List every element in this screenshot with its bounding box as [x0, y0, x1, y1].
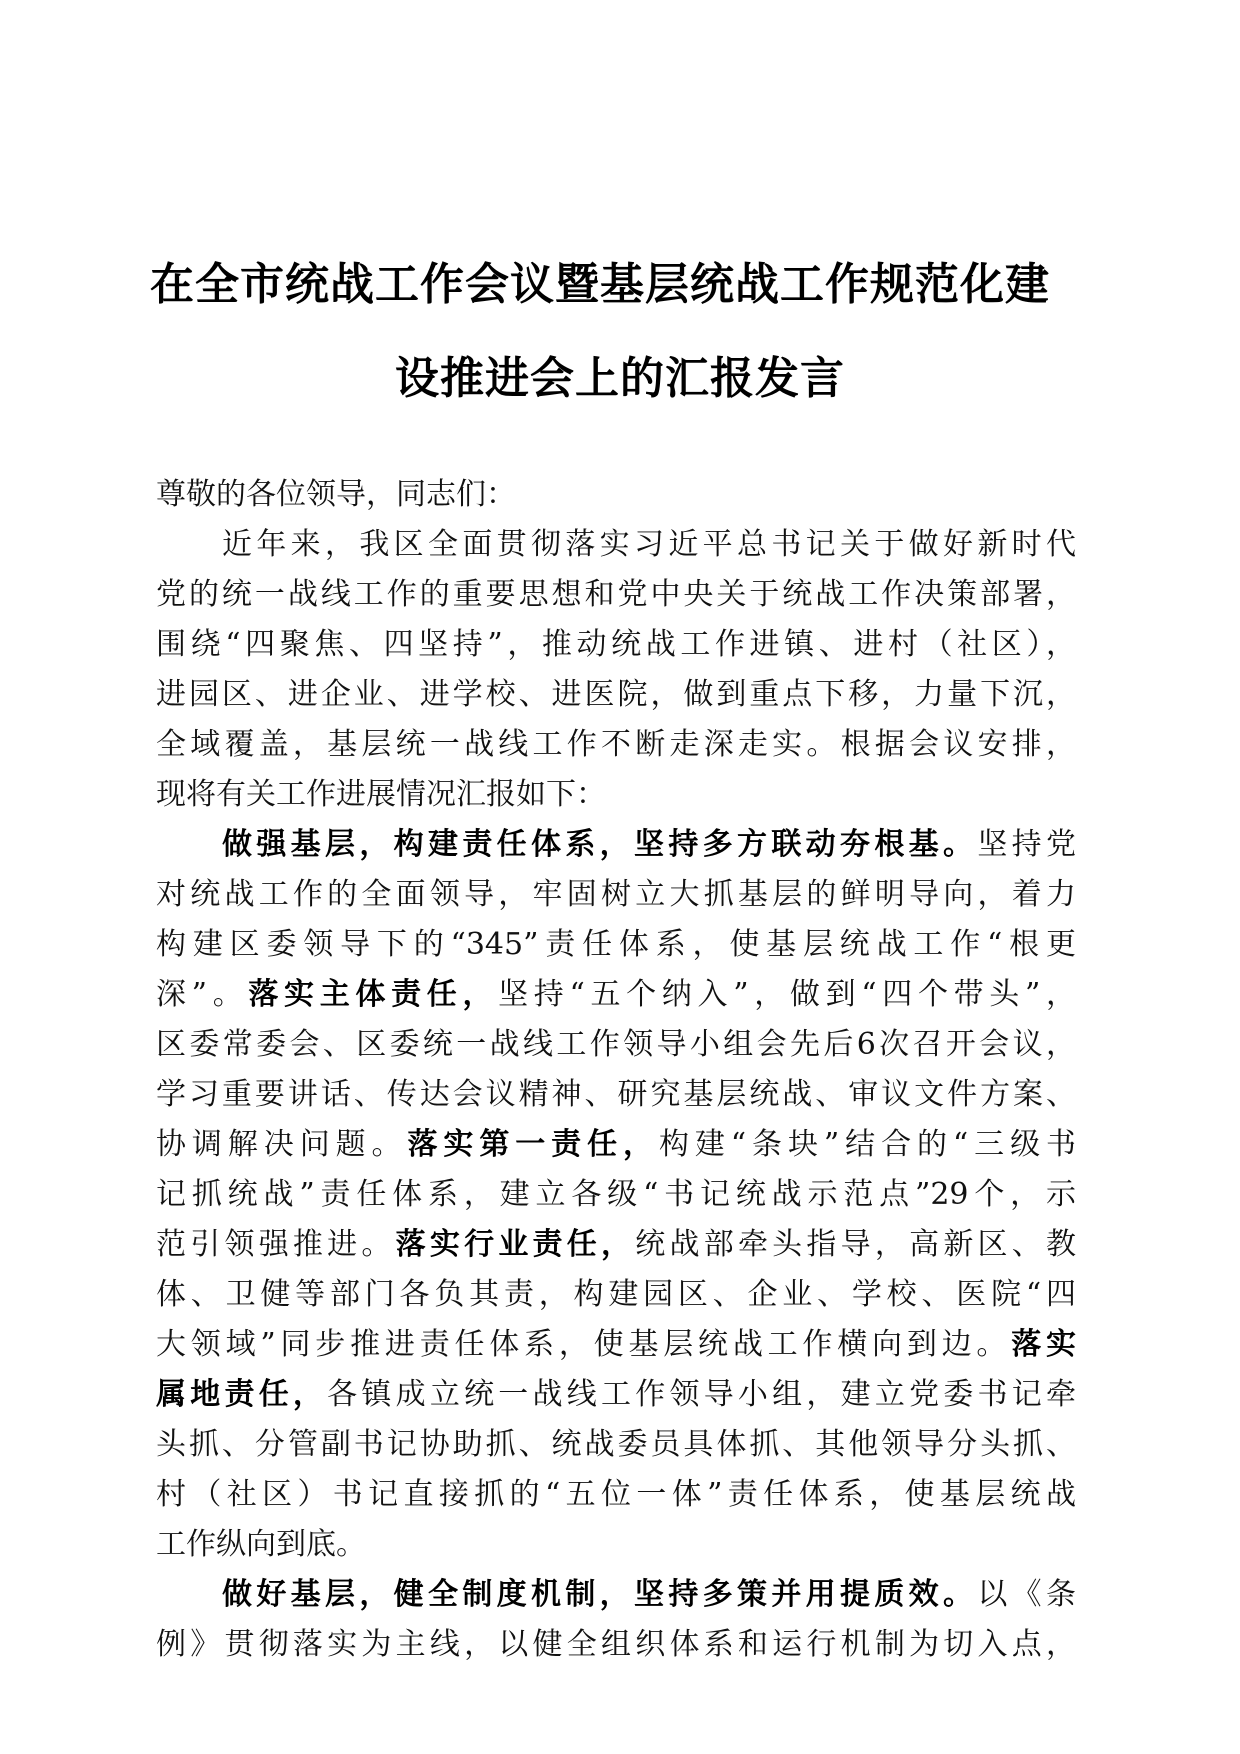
- title-line-2: 设推进会上的汇报发言: [395, 353, 845, 404]
- intro-line: 现将有关工作进展情况汇报如下：: [156, 777, 606, 812]
- section-1-line: [156, 820, 1076, 870]
- document-title: [150, 238, 1090, 426]
- section-1-text: 范引领强推进。: [156, 1227, 396, 1262]
- subheading-territorial-responsibility: 落实: [1011, 1327, 1076, 1362]
- section-1-text: 坚持党: [977, 827, 1077, 862]
- section-1-text: 协调解决问题。: [156, 1127, 408, 1162]
- section-2-heading: 做好基层，健全制度机制，坚持多策并用提质效。: [222, 1577, 978, 1612]
- section-2-text: 以《条: [977, 1577, 1077, 1612]
- section-1-text: 深”。: [156, 977, 249, 1012]
- section-1-line: [156, 1370, 1076, 1420]
- subheading-main-responsibility: 落实主体责任，: [248, 977, 499, 1012]
- section-2-line: [156, 1570, 1076, 1620]
- section-1-text: 构建“条块”结合的“三级书: [658, 1127, 1077, 1162]
- section-1-line: [156, 1120, 1076, 1170]
- section-1-text: 大领域”同步推进责任体系，使基层统战工作横向到边。: [156, 1327, 1012, 1362]
- section-1-line: 对统战工作的全面领导，牢固树立大抓基层的鲜明导向，着力: [156, 877, 1076, 912]
- section-1-text: 统战部牵头指导，高新区、教: [635, 1227, 1077, 1262]
- section-1-line: 头抓、分管副书记协助抓、统战委员具体抓、其他领导分头抓、: [156, 1427, 1076, 1462]
- intro-line: 全域覆盖，基层统一战线工作不断走深走实。根据会议安排，: [156, 727, 1076, 762]
- title-line-1: 在全市统战工作会议暨基层统战工作规范化建: [150, 259, 1050, 310]
- section-2-line: 例》贯彻落实为主线，以健全组织体系和运行机制为切入点，: [156, 1627, 1076, 1662]
- section-1-line: 体、卫健等部门各负其责，构建园区、企业、学校、医院“四: [156, 1277, 1076, 1312]
- intro-line: 近年来，我区全面贯彻落实习近平总书记关于做好新时代: [222, 527, 1076, 562]
- section-1-line: [156, 1220, 1076, 1270]
- section-1-heading: 做强基层，构建责任体系，坚持多方联动夯根基。: [222, 827, 978, 862]
- section-1-line: 学习重要讲话、传达会议精神、研究基层统战、审议文件方案、: [156, 1077, 1076, 1112]
- intro-line: 进园区、进企业、进学校、进医院，做到重点下移，力量下沉，: [156, 677, 1076, 712]
- subheading-territorial-responsibility: 属地责任，: [156, 1377, 328, 1412]
- salutation: 尊敬的各位领导，同志们：: [156, 477, 516, 512]
- intro-line: 围绕“四聚焦、四坚持”，推动统战工作进镇、进村（社区），: [156, 627, 1076, 662]
- intro-line: 党的统一战线工作的重要思想和党中央关于统战工作决策部署，: [156, 577, 1076, 612]
- document-body: [156, 470, 1076, 1670]
- section-1-line: 工作纵向到底。: [156, 1527, 366, 1562]
- section-1-line: 区委常委会、区委统一战线工作领导小组会先后6次召开会议，: [156, 1027, 1076, 1062]
- subheading-industry-responsibility: 落实行业责任，: [395, 1227, 636, 1262]
- section-1-line: [156, 970, 1076, 1020]
- section-1-line: 记抓统战”责任体系，建立各级“书记统战示范点”29个，示: [156, 1177, 1076, 1212]
- section-1-line: 村（社区）书记直接抓的“五位一体”责任体系，使基层统战: [156, 1477, 1076, 1512]
- subheading-first-responsibility: 落实第一责任，: [407, 1127, 659, 1162]
- section-1-line: 构建区委领导下的“345”责任体系，使基层统战工作“根更: [156, 927, 1076, 962]
- section-1-text: 各镇成立统一战线工作领导小组，建立党委书记牵: [327, 1377, 1077, 1412]
- section-1-line: [156, 1320, 1076, 1370]
- section-1-text: 坚持“五个纳入”，做到“四个带头”，: [498, 977, 1076, 1012]
